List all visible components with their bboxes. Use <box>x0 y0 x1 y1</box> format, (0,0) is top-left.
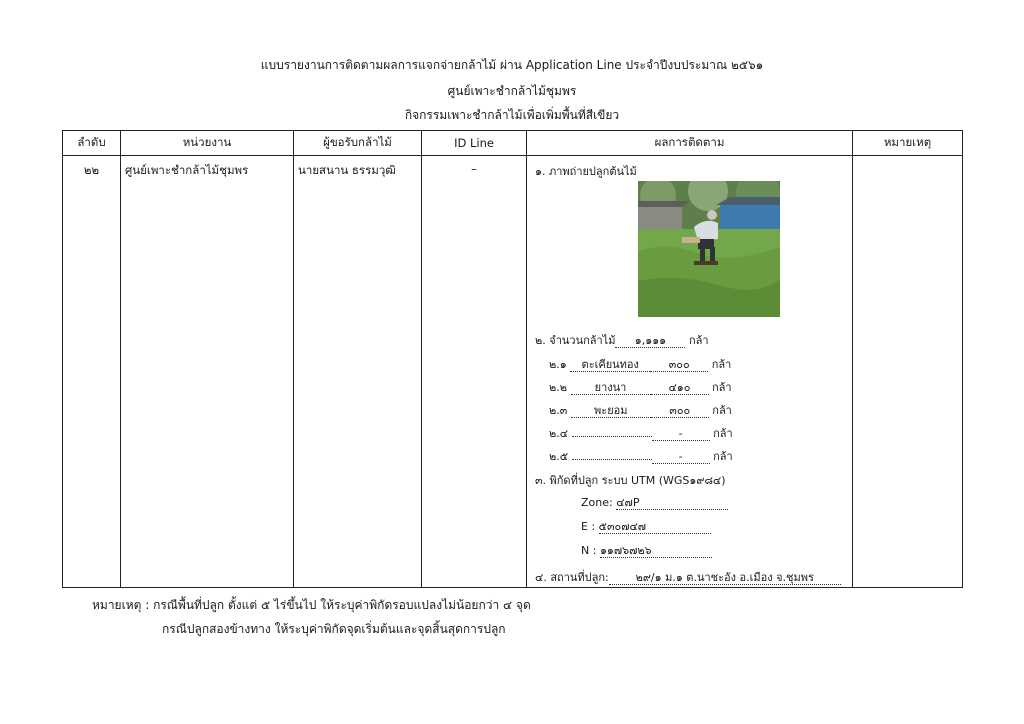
seedling-count-row <box>535 331 709 349</box>
species-qty: ๓๐๐ <box>650 358 708 372</box>
coordinates-label: ๓. พิกัดที่ปลูก ระบบ UTM (WGS๑๙๘๔) <box>535 474 726 487</box>
activity-name: กิจกรรมเพาะชำกล้าไม้เพื่อเพิ่มพื้นที่สีเขียว <box>404 108 620 122</box>
table-row <box>63 156 963 588</box>
species-row-3 <box>549 401 732 419</box>
easting-row <box>581 520 711 534</box>
photo-label: ๑. ภาพถ่ายปลูกต้นไม้ <box>535 165 637 178</box>
species-number: ๒.๕ <box>549 450 569 463</box>
species-row-4 <box>549 424 733 442</box>
species-unit: กล้า <box>712 381 732 394</box>
col-header-remark: หมายเหตุ <box>853 131 963 156</box>
species-row-2 <box>549 378 732 396</box>
species-name: ยางนา <box>571 381 651 395</box>
col-header-seq: ลำดับ <box>63 131 121 156</box>
species-qty: ๓๐๐ <box>651 404 709 418</box>
footnote-line-1: หมายเหตุ : กรณีพื้นที่ปลูก ตั้งแต่ ๕ ไร่ขึ้นไป ให้ระบุค่าพิกัดรอบแปลงไม่น้อยกว่า ๔ จุด <box>92 598 531 612</box>
northing-row <box>581 544 712 558</box>
cell-unit: ศูนย์เพาะชำกล้าไม้ชุมพร <box>121 156 294 588</box>
species-unit: กล้า <box>711 358 732 371</box>
northing-label: N : <box>581 544 597 557</box>
cell-id-line: – <box>422 156 527 588</box>
col-header-unit: หน่วยงาน <box>121 131 294 156</box>
report-title: แบบรายงานการติดตามผลการแจกจ่ายกล้าไม้ ผ่าน Application Line ประจำปีงบประมาณ ๒๕๖๑ <box>260 58 764 72</box>
species-qty: - <box>652 450 710 464</box>
species-name: ตะเคียนทอง <box>570 358 650 372</box>
col-header-recipient: ผู้ขอรับกล้าไม้ <box>294 131 422 156</box>
species-name <box>572 436 652 437</box>
center-name: ศูนย์เพาะชำกล้าไม้ชุมพร <box>447 84 577 98</box>
location-value: ๒๙/๑ ม.๑ ต.นาชะอัง อ.เมือง จ.ชุมพร <box>609 571 841 585</box>
species-unit: กล้า <box>713 427 733 440</box>
seedling-count-label: ๒. จำนวนกล้าไม้ <box>535 334 616 347</box>
northing-value: ๑๑๗๖๗๒๖ <box>600 544 712 558</box>
species-name <box>572 459 652 460</box>
easting-label: E : <box>581 520 596 533</box>
location-row <box>535 568 841 586</box>
seedling-count-unit: กล้า <box>688 334 709 347</box>
planting-photo <box>638 181 780 317</box>
species-row-1 <box>549 355 731 373</box>
zone-label: Zone: <box>581 496 613 509</box>
col-header-followup: ผลการติดตาม <box>527 131 853 156</box>
table-header-row <box>63 131 963 156</box>
seedling-count-value: ๑,๑๑๑ <box>615 334 685 348</box>
col-header-id-line: ID Line <box>422 131 527 156</box>
location-label: ๔. สถานที่ปลูก: <box>535 571 609 584</box>
zone-value: ๔๗P <box>616 496 728 510</box>
footnote-line-2: กรณีปลูกสองข้างทาง ให้ระบุค่าพิกัดจุดเริ่มต้นและจุดสิ้นสุดการปลูก <box>162 622 506 636</box>
species-unit: กล้า <box>713 450 733 463</box>
report-table <box>62 130 963 588</box>
species-unit: กล้า <box>712 404 732 417</box>
cell-followup <box>527 156 853 588</box>
species-number: ๒.๑ <box>549 358 567 371</box>
species-number: ๒.๓ <box>549 404 568 417</box>
species-number: ๒.๔ <box>549 427 569 440</box>
species-number: ๒.๒ <box>549 381 567 394</box>
species-row-5 <box>549 447 733 465</box>
cell-recipient: นายสนาน ธรรมวุฒิ <box>294 156 422 588</box>
zone-row <box>581 496 728 510</box>
cell-remark <box>853 156 963 588</box>
cell-seq: ๒๒ <box>63 156 121 588</box>
species-name: พะยอม <box>571 404 651 418</box>
species-qty: - <box>652 427 710 441</box>
species-qty: ๔๑๐ <box>651 381 709 395</box>
easting-value: ๕๓๐๗๔๗ <box>599 520 711 534</box>
